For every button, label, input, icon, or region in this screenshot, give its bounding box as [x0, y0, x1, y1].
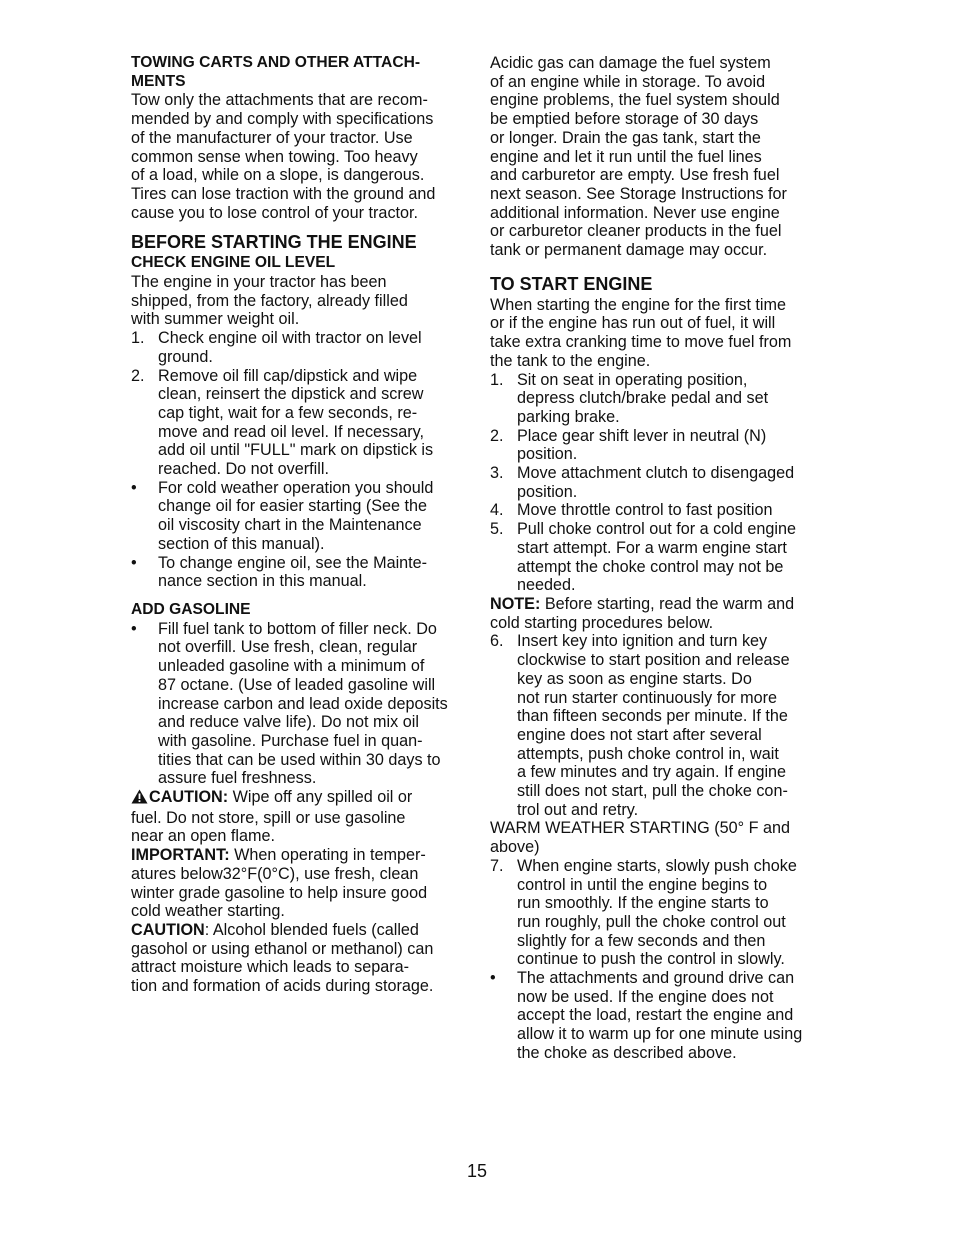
list-item	[131, 479, 473, 554]
towing-text: Tow only the attachments that are recom- mended by and comply with specifications of the manufacturer of your tractor. Use common sense when towing. Too heavy of a load, while on a slope, is dangerous. Tires can lose traction with the ground and cause you to lose control of your tractor.	[131, 91, 436, 222]
list-text: Move attachment clutch to disengaged position.	[517, 464, 795, 501]
list-item	[490, 501, 840, 520]
list-marker: 4.	[490, 501, 504, 520]
list-item	[131, 620, 473, 788]
caution-label: CAUTION:	[149, 788, 229, 807]
list-item	[490, 969, 840, 1063]
right-column	[490, 54, 840, 1063]
list-text: To change engine oil, see the Mainte- nance section in this manual.	[158, 553, 428, 591]
list-item	[490, 520, 840, 595]
important-label: IMPORTANT:	[131, 846, 230, 865]
note-text: Before starting, read the warm and cold starting procedures below.	[490, 594, 795, 632]
towing-heading: TOWING CARTS AND OTHER ATTACH- MENTS	[131, 54, 421, 90]
gas-heading: ADD GASOLINE	[131, 600, 251, 618]
alcohol-caution-paragraph	[131, 921, 473, 996]
list-marker: 1.	[490, 370, 504, 389]
list-marker: 2.	[131, 366, 145, 385]
list-marker: •	[131, 553, 137, 572]
list-marker: •	[131, 619, 137, 638]
list-text: Fill fuel tank to bottom of filler neck. Do not overfill. Use fresh, clean, regular unleaded gasoline with a minimum of 87 octane. (Use of leaded gasoline will increase carbon and lead oxide deposits and reduce valve life). Do not mix oil with gasoline. Purchase fuel in quan- tities that can be used within 30 days to assure fuel freshness.	[158, 619, 448, 788]
caution-label: CAUTION	[131, 920, 205, 939]
important-paragraph	[131, 846, 473, 921]
list-text: Place gear shift lever in neutral (N) position.	[517, 426, 767, 464]
warning-triangle-icon	[131, 789, 148, 809]
list-text: Sit on seat in operating position, depress clutch/brake pedal and set parking brake.	[517, 370, 769, 426]
list-text: Insert key into ignition and turn key clockwise to start position and release key as soon as engine starts. Do not run starter continuously for more than fifteen seconds per minute. If the engine does not start after several attempts, push choke control in, wait a few minutes and try again. If engine still does not start, pull the choke con- trol out and retry.	[517, 632, 790, 819]
list-text: When engine starts, slowly push choke control in until the engine begins to run smoothly. If the engine starts to run roughly, pull the choke control out slightly for a few seconds and then continue to push the control in slowly.	[517, 856, 797, 969]
acidic-gas-text: Acidic gas can damage the fuel system of an engine while in storage. To avoid engine problems, the fuel system should be emptied before storage of 30 days or longer. Drain the gas tank, start the engine and let it run until the fuel lines and carburetor are empty. Use fresh fuel next season. See Storage Instructions for additional information. Never use engine or carburetor cleaner products in the fuel tank or permanent damage may occur.	[490, 54, 787, 260]
caution-text: Wipe off any spilled oil or fuel. Do not store, spill or use gasoline near an open flame.	[131, 788, 413, 846]
oil-heading: CHECK ENGINE OIL LEVEL	[131, 254, 336, 272]
list-marker: 5.	[490, 520, 504, 539]
list-marker: 7.	[490, 856, 504, 875]
before-starting-heading: BEFORE STARTING THE ENGINE	[131, 232, 417, 253]
list-item	[490, 857, 840, 969]
list-marker: 3.	[490, 464, 504, 483]
start-engine-heading: TO START ENGINE	[490, 273, 653, 294]
start-intro: When starting the engine for the first time or if the engine has run out of fuel, it will take extra cranking time to move fuel from the tank to the engine.	[490, 295, 792, 370]
list-marker: 6.	[490, 632, 504, 651]
list-marker: 2.	[490, 426, 504, 445]
left-column	[131, 54, 473, 996]
oil-intro: The engine in your tractor has been shipped, from the factory, already filled with summer weight oil.	[131, 273, 408, 329]
list-text: For cold weather operation you should change oil for easier starting (See the oil viscosity chart in the Maintenance section of this manual).	[158, 478, 434, 553]
caution-paragraph	[131, 788, 473, 846]
warm-weather-text: WARM WEATHER STARTING (50° F and above)	[490, 819, 790, 857]
list-item	[131, 329, 473, 366]
list-item	[131, 554, 473, 591]
list-marker: •	[131, 478, 137, 497]
list-marker: 1.	[131, 329, 145, 348]
list-text: Remove oil fill cap/dipstick and wipe clean, reinsert the dipstick and screw cap tight, wait for a few seconds, re- move and read oil level. If necessary, add oil until "FULL" mark on dipstick is reached. Do not overfill.	[158, 366, 434, 479]
list-text: Check engine oil with tractor on level ground.	[158, 329, 422, 366]
page-number: 15	[466, 1161, 488, 1181]
list-text: Pull choke control out for a cold engine start attempt. For a warm engine start attempt the choke control may not be needed.	[517, 520, 796, 595]
list-item	[490, 371, 840, 427]
note-paragraph	[490, 595, 840, 632]
caution-text: : Alcohol blended fuels (called gasohol or using ethanol or methanol) can attract moisture which leads to separa- tion and formation of acids during storage.	[131, 920, 434, 996]
list-item	[490, 632, 840, 819]
list-marker: •	[490, 969, 496, 988]
list-item	[490, 427, 840, 464]
important-text: When operating in temper- atures below32°F(0°C), use fresh, clean winter grade gasoline to help insure good cold weather starting.	[131, 846, 428, 921]
list-text: The attachments and ground drive can now be used. If the engine does not accept the load, restart the engine and allow it to warm up for one minute using the choke as described above.	[517, 969, 803, 1062]
list-item	[131, 367, 473, 479]
list-text: Move throttle control to fast position	[517, 501, 773, 520]
list-item	[490, 464, 840, 501]
note-label: NOTE:	[490, 594, 541, 613]
